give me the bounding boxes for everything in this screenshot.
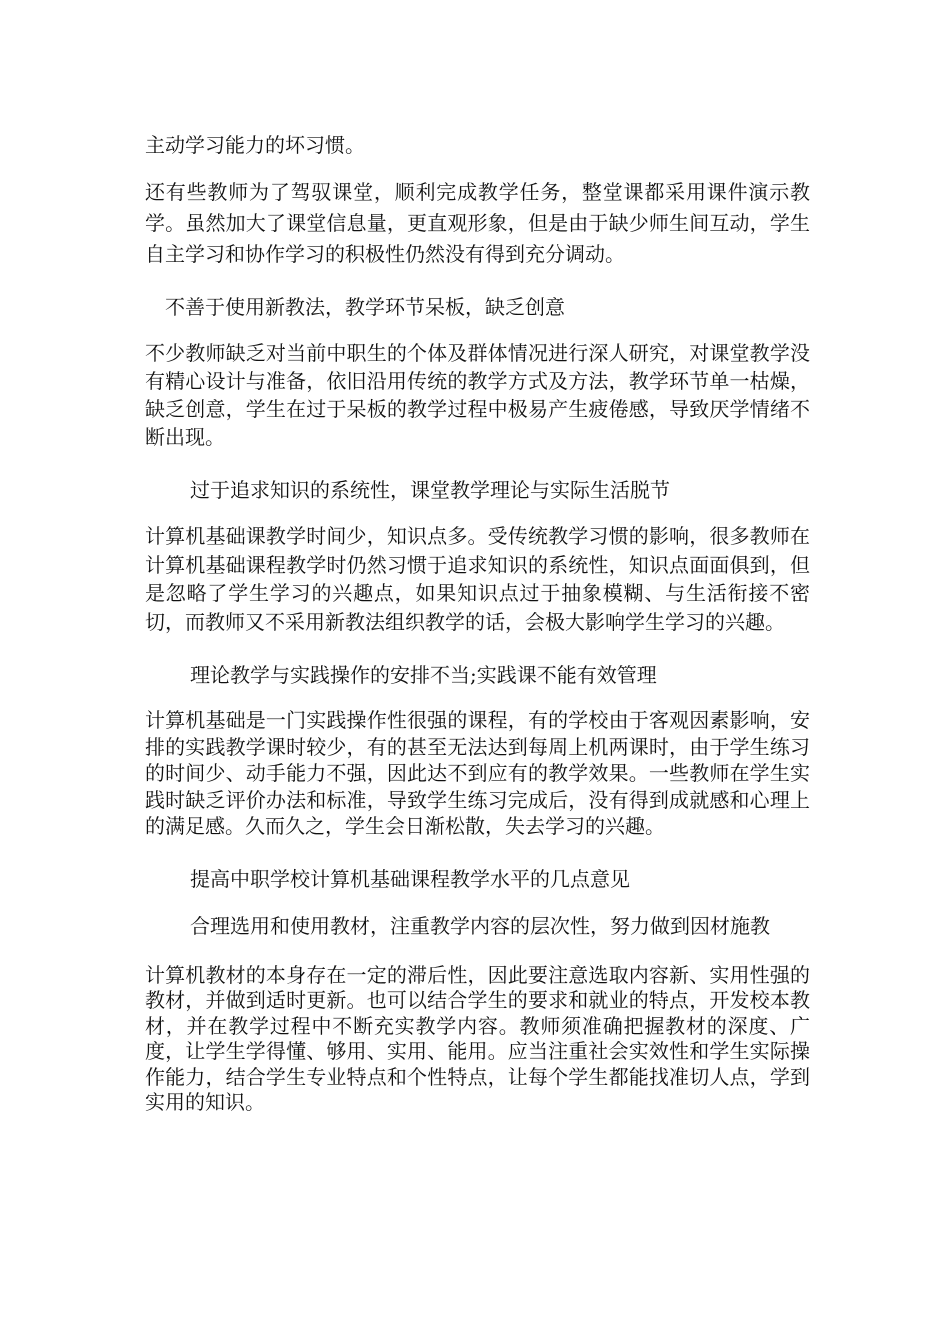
paragraph: 不少教师缺乏对当前中职生的个体及群体情况进行深人研究，对课堂教学没有精心设计与准备，依旧沿用传统的教学方式及方法，教学环节单一枯燥，缺乏创意，学生在过于呆板的教学过程中极易产生疲倦感，导致厌学情绪不断出现。: [145, 341, 810, 449]
paragraph: 计算机教材的本身存在一定的滞后性，因此要注意选取内容新、实用性强的教材，并做到适时更新。也可以结合学生的要求和就业的特点，开发校本教材，并在教学过程中不断充实教学内容。教师须准确把握教材的深度、广度，让学生学得懂、够用、实用、能用。应当注重社会实效性和学生实际操作能力，结合学生专业特点和个性特点，让每个学生都能找准切人点，学到实用的知识。: [145, 962, 810, 1114]
paragraph: 计算机基础课教学时间少，知识点多。受传统教学习惯的影响，很多教师在计算机基础课程教学时仍然习惯于追求知识的系统性，知识点面面俱到，但是忽略了学生学习的兴趣点，如果知识点过于抽象模糊、与生活衔接不密切，而教师又不采用新教法组织教学的话，会极大影响学生学习的兴趣。: [145, 524, 810, 634]
paragraph: 主动学习能力的坏习惯。: [145, 133, 365, 157]
section-heading: 合理选用和使用教材，注重教学内容的层次性，努力做到因材施教: [190, 913, 770, 938]
document-page: [145, 132, 810, 1116]
section-heading: 提高中职学校计算机基础课程教学水平的几点意见: [190, 866, 630, 891]
paragraph: 计算机基础是一门实践操作性很强的课程，有的学校由于客观因素影响，安排的实践教学课时较少，有的甚至无法达到每周上机两课时，由于学生练习的时间少、动手能力不强，因此达不到应有的教学效果。一些教师在学生实践时缺乏评价办法和标准，导致学生练习完成后，没有得到成就感和心理上的满足感。久而久之，学生会日渐松散，失去学习的兴趣。: [145, 708, 810, 838]
section-heading: 不善于使用新教法，教学环节呆板，缺乏创意: [165, 295, 565, 319]
section-heading: 过于追求知识的系统性，课堂教学理论与实际生活脱节: [190, 478, 670, 502]
section-heading: 理论教学与实践操作的安排不当;实践课不能有效管理: [190, 663, 657, 687]
paragraph: 还有些教师为了驾驭课堂，顺利完成教学任务，整堂课都采用课件演示教学。虽然加大了课堂信息量，更直观形象，但是由于缺少师生间互动，学生自主学习和协作学习的积极性仍然没有得到充分调动。: [145, 180, 810, 266]
